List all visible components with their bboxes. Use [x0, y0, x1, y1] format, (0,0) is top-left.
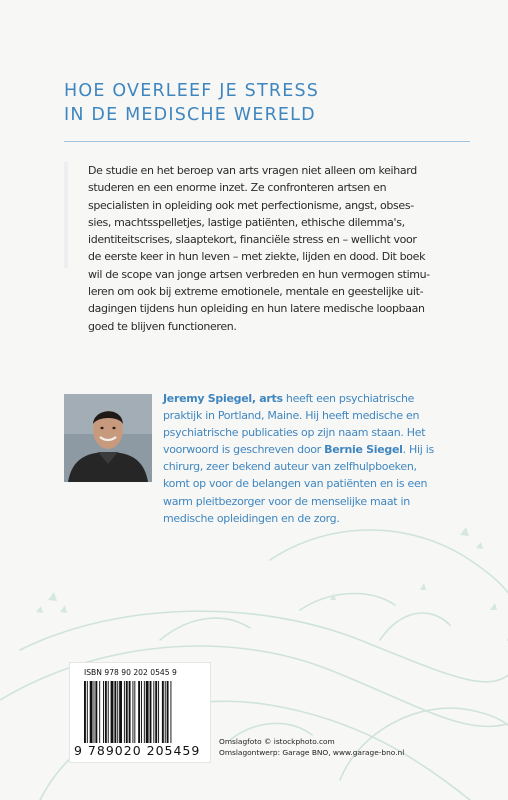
barcode-bar	[150, 681, 152, 743]
bio-line: chirurg, zeer bekend auteur van zelfhulpboeken,	[163, 460, 417, 474]
blurb-line: leren om ook bij extreme emotionele, mentale en geestelijke uit-	[88, 285, 424, 299]
barcode-bar	[99, 681, 100, 743]
bio-line	[163, 441, 493, 458]
isbn-barcode	[69, 662, 211, 763]
bio-line	[163, 390, 493, 407]
author-name: Jeremy Spiegel, arts	[163, 392, 283, 405]
text-side-bar	[64, 162, 68, 268]
blurb-line: dagingen tijdens hun opleiding en hun latere medische loopbaan	[88, 302, 425, 316]
barcode-bar	[111, 681, 114, 743]
barcode-bar	[162, 681, 164, 743]
barcode-bar	[108, 681, 109, 743]
barcode-bar	[105, 681, 107, 743]
blurb-line: de eerste keer in hun leven – met ziekte, lijden en dood. Dit boek	[88, 250, 426, 264]
barcode-bar	[126, 681, 128, 743]
barcode-bar	[155, 681, 157, 743]
barcode-bar	[170, 681, 171, 743]
barcode-bar	[138, 681, 140, 743]
blurb-line: sies, machtsspelletjes, lastige patiënten, ethische dilemma's,	[88, 215, 405, 229]
blurb-line: wil de scope van jonge artsen verbreden en hun vermogen stimu-	[88, 267, 430, 281]
author-portrait-icon	[64, 394, 152, 482]
barcode-bars	[84, 681, 198, 743]
barcode-bar	[134, 681, 135, 743]
book-heading	[64, 79, 484, 127]
blurb-line: specialisten in opleiding ook met perfectionisme, angst, obses-	[88, 198, 414, 212]
bio-line: medische opleidingen en de zorg.	[163, 511, 340, 525]
cover-photo-credit: Omslagfoto © istockphoto.com	[219, 737, 335, 746]
barcode-bar	[146, 681, 149, 743]
author-photo	[64, 394, 152, 482]
bio-text: . Hij is	[402, 443, 434, 457]
blurb-line: studeren en een enorme inzet. Ze confronteren artsen en	[88, 181, 387, 195]
barcode-bar	[94, 681, 95, 743]
barcode-bar	[95, 681, 97, 743]
barcode-bar	[114, 681, 116, 743]
foreword-author-name: Bernie Siegel	[324, 443, 403, 457]
blurb-line: identiteitscrises, slaaptekort, financiële stress en – wellicht voor	[88, 233, 417, 247]
barcode-bar	[129, 681, 131, 743]
barcode-bar	[124, 681, 125, 743]
heading-line-2: IN DE MEDISCHE WERELD	[64, 105, 316, 125]
bio-line: komt op voor de belangen van patiënten en is een	[163, 477, 428, 491]
bio-line: warm pleitbezorger voor de menselijke maat in	[163, 494, 410, 508]
barcode-bar	[90, 681, 93, 743]
barcode-bar	[144, 681, 145, 743]
barcode-bar	[165, 681, 166, 743]
cover-design-credit: Omslagontwerp: Garage BNO, www.garage-bno.nl	[219, 748, 405, 757]
barcode-bar	[117, 681, 118, 743]
barcode-bar	[87, 681, 88, 743]
bio-text: voorwoord is geschreven door	[163, 443, 325, 457]
barcode-bar	[158, 681, 159, 743]
cover-credits	[219, 736, 404, 758]
author-bio	[163, 390, 493, 527]
barcode-bar	[84, 681, 86, 743]
isbn-digits: 9 789020 205459	[74, 743, 201, 758]
heading-line-1: HOE OVERLEEF JE STRESS	[64, 81, 320, 101]
bio-line: psychiatrische publicaties op zijn naam staan. Het	[163, 426, 426, 440]
barcode-bar	[103, 681, 104, 743]
blurb-line: De studie en het beroep van arts vragen niet alleen om keihard	[88, 164, 417, 177]
bio-line: praktijk in Portland, Maine. Hij heeft medische en	[163, 409, 420, 423]
barcode-bar	[167, 681, 169, 743]
barcode-bar	[153, 681, 154, 743]
blurb-paragraph	[88, 162, 478, 335]
barcode-bar	[119, 681, 122, 743]
barcode-bar	[141, 681, 142, 743]
blurb-line: goed te blijven functioneren.	[88, 319, 237, 333]
barcode-bar	[132, 681, 133, 743]
bio-text: heeft een psychiatrische	[282, 392, 415, 405]
isbn-label: ISBN 978 90 202 0545 9	[84, 668, 177, 677]
heading-divider	[64, 141, 470, 142]
